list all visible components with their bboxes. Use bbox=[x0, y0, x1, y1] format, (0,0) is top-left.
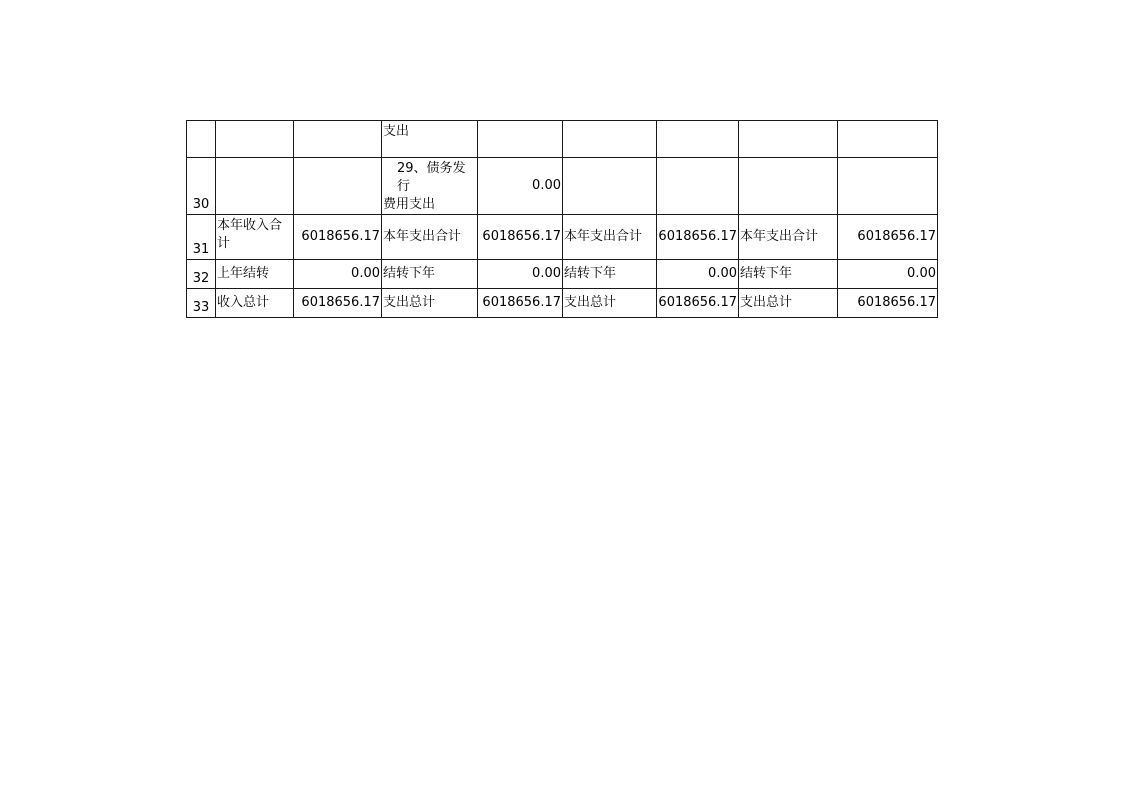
expense-amount-cell bbox=[657, 121, 739, 158]
income-item-cell bbox=[216, 121, 294, 158]
table-row bbox=[187, 215, 938, 260]
expense-amount-cell bbox=[657, 289, 739, 318]
expense-item-label: 支出总计 bbox=[564, 295, 617, 310]
row-number: 30 bbox=[192, 197, 210, 212]
income-item-label: 收入总计 bbox=[217, 295, 270, 310]
row-number-cell bbox=[187, 289, 216, 318]
amount-value: 6018656.17 bbox=[301, 295, 380, 310]
expense-item-cell bbox=[382, 121, 478, 158]
expense-item-cell bbox=[739, 260, 838, 289]
row-number-cell bbox=[187, 260, 216, 289]
amount-value: 6018656.17 bbox=[482, 295, 561, 310]
amount-value: 6018656.17 bbox=[857, 295, 936, 310]
expense-item-cell bbox=[739, 215, 838, 260]
expense-item-label: 支出总计 bbox=[740, 295, 793, 310]
expense-item-cell bbox=[563, 260, 657, 289]
expense-item-label: 本年支出合计 bbox=[740, 229, 819, 244]
row-number: 33 bbox=[192, 300, 210, 315]
row-number: 32 bbox=[192, 271, 210, 286]
expense-item-cell bbox=[563, 121, 657, 158]
expense-item-cell bbox=[739, 158, 838, 215]
income-item-cell bbox=[216, 289, 294, 318]
amount-value: 6018656.17 bbox=[482, 229, 561, 244]
expense-item-cell bbox=[382, 158, 478, 215]
row-number-cell bbox=[187, 121, 216, 158]
expense-amount-cell bbox=[838, 158, 938, 215]
expense-amount-cell bbox=[657, 215, 739, 260]
income-amount-cell bbox=[294, 121, 382, 158]
expense-item-cell bbox=[739, 289, 838, 318]
table-row bbox=[187, 158, 938, 215]
expense-item-cell bbox=[563, 289, 657, 318]
expense-amount-cell bbox=[838, 289, 938, 318]
amount-value: 6018656.17 bbox=[658, 295, 737, 310]
expense-item-cell bbox=[382, 289, 478, 318]
expense-item-label: 结转下年 bbox=[740, 266, 793, 281]
expense-item-cell bbox=[739, 121, 838, 158]
amount-value: 6018656.17 bbox=[857, 229, 936, 244]
row-number-cell bbox=[187, 158, 216, 215]
expense-amount-cell bbox=[657, 260, 739, 289]
expense-amount-cell bbox=[838, 121, 938, 158]
amount-value: 0.00 bbox=[532, 266, 561, 281]
row-number: 31 bbox=[192, 242, 210, 257]
expense-item-label: 本年支出合计 bbox=[564, 229, 643, 244]
amount-value: 0.00 bbox=[532, 178, 561, 193]
expense-amount-cell bbox=[838, 215, 938, 260]
income-amount-cell bbox=[294, 158, 382, 215]
amount-value: 0.00 bbox=[351, 266, 380, 281]
expense-item-label: 结转下年 bbox=[564, 266, 617, 281]
income-item-label: 本年收入合 bbox=[217, 218, 283, 233]
expense-item-cell bbox=[563, 158, 657, 215]
expense-amount-cell bbox=[478, 121, 563, 158]
table-row bbox=[187, 289, 938, 318]
amount-value: 6018656.17 bbox=[658, 229, 737, 244]
amount-value: 0.00 bbox=[708, 266, 737, 281]
row-number-cell bbox=[187, 215, 216, 260]
expense-item-label: 29、债务发行 bbox=[397, 161, 466, 194]
expense-item-cell bbox=[382, 215, 478, 260]
table-row bbox=[187, 121, 938, 158]
expense-amount-cell bbox=[478, 289, 563, 318]
expense-item-cell bbox=[382, 260, 478, 289]
expense-amount-cell bbox=[657, 158, 739, 215]
expense-item-label: 支出总计 bbox=[383, 295, 436, 310]
expense-item-label: 支出 bbox=[383, 124, 410, 139]
expense-amount-cell bbox=[478, 215, 563, 260]
expense-item-label: 本年支出合计 bbox=[383, 229, 462, 244]
income-amount-cell bbox=[294, 260, 382, 289]
expense-item-label: 费用支出 bbox=[383, 197, 436, 212]
income-item-cell bbox=[216, 260, 294, 289]
amount-value: 0.00 bbox=[907, 266, 936, 281]
expense-item-cell bbox=[563, 215, 657, 260]
expense-amount-cell bbox=[838, 260, 938, 289]
budget-summary-table bbox=[186, 120, 938, 318]
income-item-cell bbox=[216, 215, 294, 260]
amount-value: 6018656.17 bbox=[301, 229, 380, 244]
income-item-cell bbox=[216, 158, 294, 215]
expense-amount-cell bbox=[478, 260, 563, 289]
expense-item-label: 结转下年 bbox=[383, 266, 436, 281]
income-item-label: 计 bbox=[217, 236, 231, 251]
table-row bbox=[187, 260, 938, 289]
income-item-label: 上年结转 bbox=[217, 266, 270, 281]
expense-amount-cell bbox=[478, 158, 563, 215]
income-amount-cell bbox=[294, 289, 382, 318]
income-amount-cell bbox=[294, 215, 382, 260]
